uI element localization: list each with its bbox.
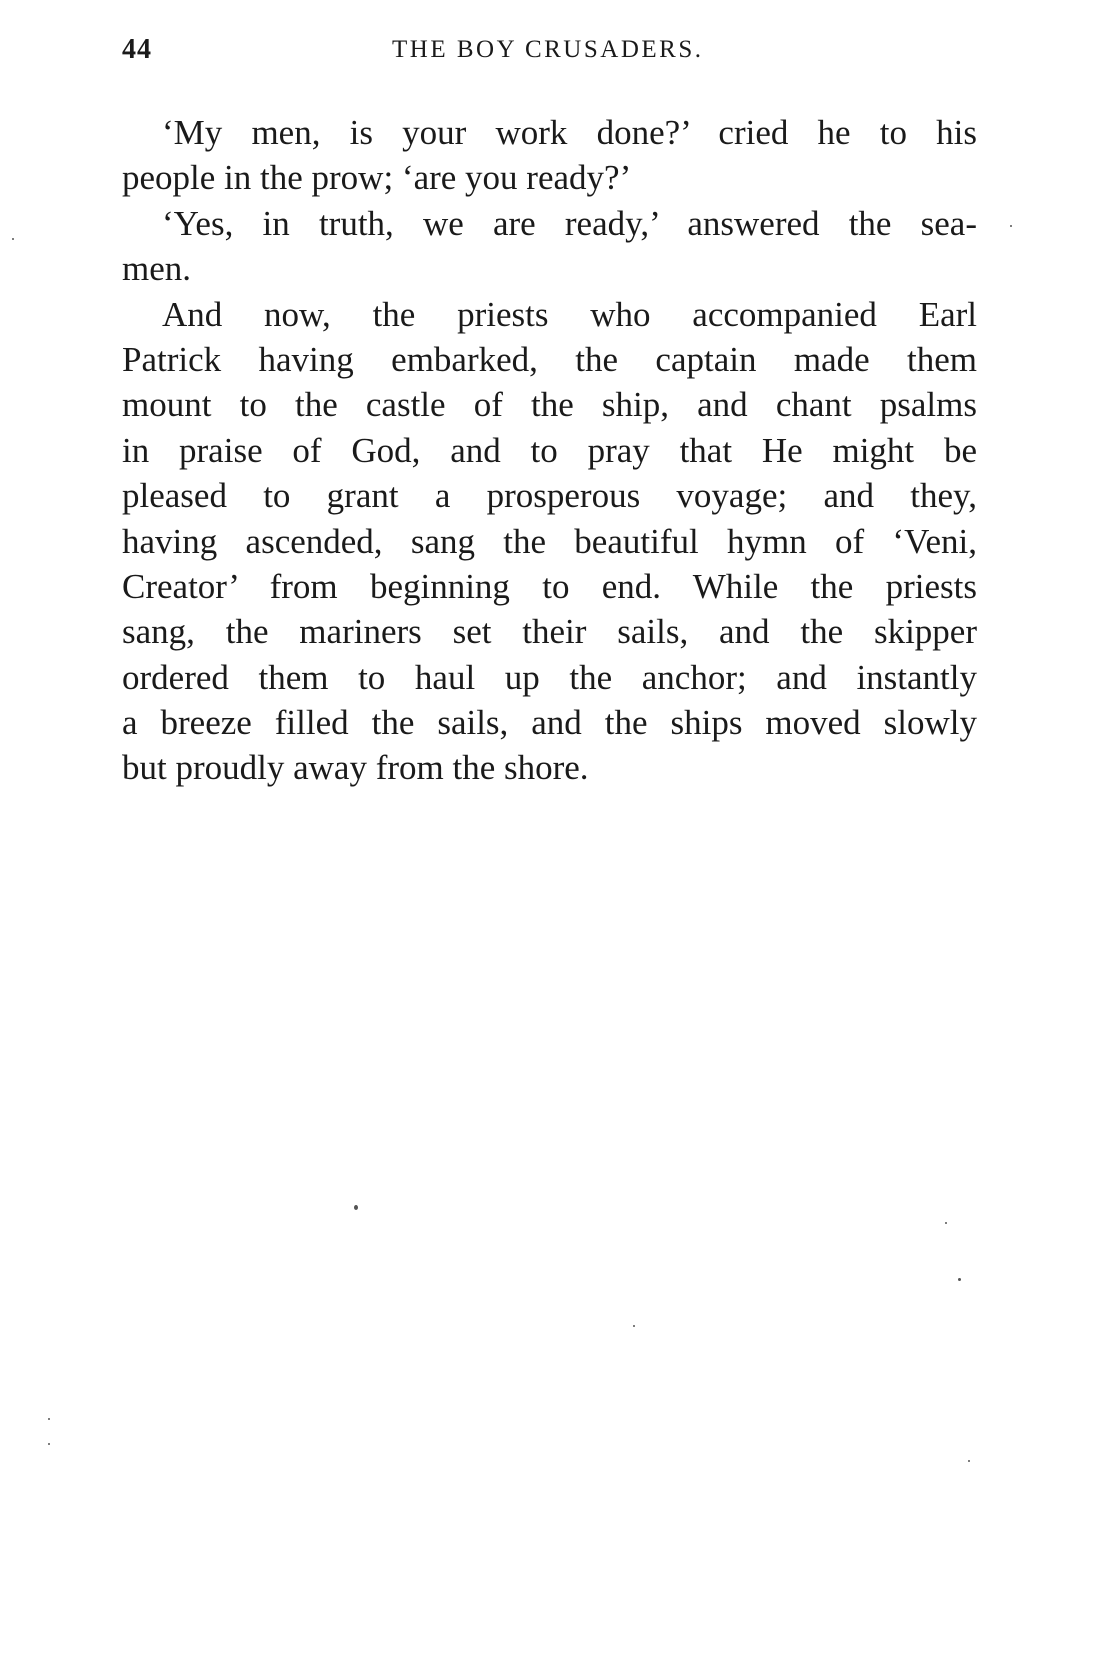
scan-speck — [48, 1418, 50, 1420]
text-line: pleased to grant a prosperous voyage; and they, — [122, 476, 977, 516]
body-text — [122, 110, 977, 791]
text-line: but proudly away from the shore. — [122, 748, 589, 788]
text-line: in praise of God, and to pray that He might be — [122, 430, 977, 470]
text-line: sang, the mariners set their sails, and the skipper — [122, 612, 977, 652]
scan-speck — [1010, 225, 1012, 227]
text-line: And now, the priests who accompanied Earl — [162, 294, 977, 334]
text-line: ordered them to haul up the anchor; and instantly — [122, 657, 977, 697]
text-line: mount to the castle of the ship, and chant psalms — [122, 385, 977, 425]
page-number: 44 — [122, 34, 152, 65]
scan-speck — [354, 1205, 358, 1210]
scan-speck — [12, 238, 14, 240]
scan-speck — [968, 1460, 970, 1462]
scan-speck — [633, 1325, 635, 1327]
scan-speck — [945, 1222, 947, 1224]
page-header — [122, 34, 977, 78]
scan-speck — [48, 1443, 50, 1445]
text-line: Creator’ from beginning to end. While the priests — [122, 566, 977, 606]
text-line: a breeze filled the sails, and the ships moved slowly — [122, 703, 977, 743]
text-line: men. — [122, 249, 192, 289]
text-line: Patrick having embarked, the captain made them — [122, 339, 977, 379]
text-line: people in the prow; ‘are you ready?’ — [122, 158, 632, 198]
scan-speck — [958, 1278, 961, 1281]
running-title: THE BOY CRUSADERS. — [392, 36, 704, 63]
text-line: ‘Yes, in truth, we are ready,’ answered the sea- — [162, 203, 977, 243]
text-line: ‘My men, is your work done?’ cried he to his — [162, 113, 977, 152]
text-line: having ascended, sang the beautiful hymn of ‘Veni, — [122, 521, 977, 561]
